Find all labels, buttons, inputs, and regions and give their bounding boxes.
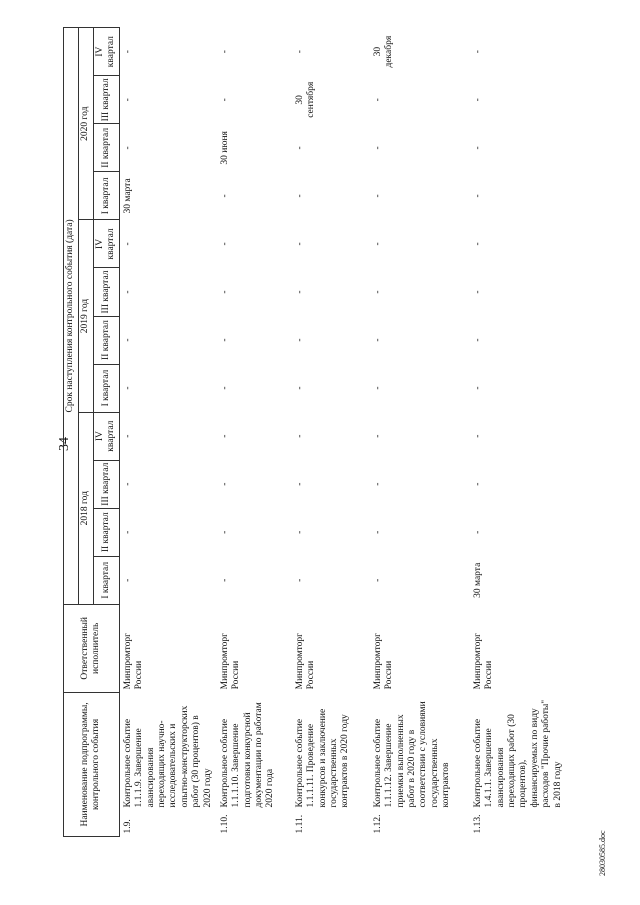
date-cell: - <box>294 482 305 486</box>
quarter-header: IV квартал <box>94 28 120 76</box>
responsible: Минпромторг России <box>219 632 242 690</box>
header-deadline: Срок наступления контрольного события (дата) <box>64 28 79 605</box>
date-cell: - <box>294 146 305 150</box>
quarter-header: I квартал <box>94 364 120 412</box>
date-cell: - <box>219 50 230 54</box>
quarter-header: II квартал <box>94 508 120 556</box>
date-cell: - <box>372 146 383 150</box>
date-cell: - <box>472 434 483 438</box>
date-cell: - <box>372 434 383 438</box>
date-cell: - <box>294 578 305 582</box>
date-cell: - <box>472 50 483 54</box>
date-cell: - <box>472 242 483 246</box>
date-cell: - <box>219 98 230 102</box>
date-cell: 30 июня <box>219 131 230 165</box>
date-cell: - <box>219 530 230 534</box>
table-row <box>217 28 292 837</box>
date-cell: - <box>472 98 483 102</box>
date-cell: 30 сентября <box>294 81 317 118</box>
quarter-header: II квартал <box>94 124 120 172</box>
row-number: 1.9. <box>122 819 133 834</box>
date-cell: - <box>372 242 383 246</box>
date-cell: - <box>372 578 383 582</box>
event-name: Контрольное событие 1.1.1.11. Проведение конкурсов и заключение государственных контрактов в 2020 году <box>294 708 351 808</box>
date-cell: - <box>472 338 483 342</box>
quarter-header: I квартал <box>94 556 120 604</box>
date-cell: - <box>219 338 230 342</box>
header-year-2019: 2019 год <box>79 220 94 412</box>
date-cell: - <box>294 242 305 246</box>
date-cell: - <box>294 530 305 534</box>
table-header <box>64 28 120 837</box>
row-number: 1.13. <box>472 814 483 834</box>
date-cell: - <box>472 482 483 486</box>
event-name: Контрольное событие 1.1.1.12. Завершение приемки выполненных работ в 2020 году в соответствии с условиями государственных контрактов <box>372 701 452 808</box>
quarter-header: III квартал <box>94 460 120 508</box>
date-cell: - <box>122 578 133 582</box>
table-row <box>370 28 470 837</box>
responsible: Минпромторг России <box>372 632 395 690</box>
date-cell: - <box>372 338 383 342</box>
control-events-table <box>63 27 594 837</box>
date-cell: 30 марта <box>122 178 133 214</box>
date-cell: - <box>472 386 483 390</box>
date-cell: - <box>219 290 230 294</box>
date-cell: - <box>372 290 383 294</box>
date-cell: - <box>294 194 305 198</box>
date-cell: - <box>122 290 133 294</box>
quarter-header: IV квартал <box>94 220 120 268</box>
date-cell: - <box>372 98 383 102</box>
table-row <box>292 28 370 837</box>
row-number: 1.11. <box>294 814 305 834</box>
page-number: 34 <box>57 437 72 451</box>
rotated-table-stage <box>63 27 631 837</box>
quarter-header: III квартал <box>94 268 120 316</box>
table-row <box>470 28 594 837</box>
date-cell: - <box>294 434 305 438</box>
date-cell: - <box>472 146 483 150</box>
date-cell: - <box>472 290 483 294</box>
date-cell: - <box>472 530 483 534</box>
date-cell: - <box>372 530 383 534</box>
date-cell: - <box>122 50 133 54</box>
table-row <box>119 28 217 837</box>
date-cell: - <box>122 482 133 486</box>
quarter-header: I квартал <box>94 172 120 220</box>
event-name: Контрольное событие 1.1.1.10. Завершение подготовки конкурсной документации по работам 2020 года <box>219 702 276 808</box>
date-cell: - <box>219 434 230 438</box>
date-cell: - <box>294 338 305 342</box>
responsible: Минпромторг России <box>122 632 145 690</box>
date-cell: - <box>122 146 133 150</box>
date-cell: - <box>122 386 133 390</box>
date-cell: - <box>372 386 383 390</box>
date-cell: - <box>219 194 230 198</box>
document-code: 28030585.doc <box>598 830 607 876</box>
table-body <box>119 28 594 837</box>
date-cell: - <box>219 386 230 390</box>
header-year-2018: 2018 год <box>79 412 94 604</box>
date-cell: - <box>219 578 230 582</box>
date-cell: - <box>122 434 133 438</box>
quarter-header: II квартал <box>94 316 120 364</box>
date-cell: - <box>372 482 383 486</box>
date-cell: - <box>122 530 133 534</box>
date-cell: - <box>294 386 305 390</box>
date-cell: - <box>219 242 230 246</box>
date-cell: - <box>122 242 133 246</box>
date-cell: - <box>122 98 133 102</box>
date-cell: 30 декабря <box>372 35 395 68</box>
event-name: Контрольное событие 1.1.1.9. Завершение авансирования переходящих научно-исследовательских и опытно-конструкторских работ (30 процентов) в 2020 году <box>122 705 213 808</box>
date-cell: - <box>122 338 133 342</box>
responsible: Минпромторг России <box>472 632 495 690</box>
event-name: Контрольное событие 1.4.1.1. Завершение авансирования переходящих работ (30 процентов), финансируемых по виду расходов "Прочие работы" в 2018 году <box>472 699 563 808</box>
date-cell: 30 марта <box>472 562 483 598</box>
quarter-header: III квартал <box>94 76 120 124</box>
date-cell: - <box>294 290 305 294</box>
header-responsible: Ответственный исполнитель <box>64 604 120 692</box>
date-cell: - <box>472 194 483 198</box>
responsible: Минпромторг России <box>294 632 317 690</box>
row-number: 1.10. <box>219 814 230 834</box>
date-cell: - <box>372 194 383 198</box>
quarter-header: IV квартал <box>94 412 120 460</box>
row-number: 1.12. <box>372 814 383 834</box>
header-year-2020: 2020 год <box>79 28 94 220</box>
date-cell: - <box>219 482 230 486</box>
date-cell: - <box>294 50 305 54</box>
header-name: Наименование подпрограммы, контрольного события <box>64 692 120 836</box>
